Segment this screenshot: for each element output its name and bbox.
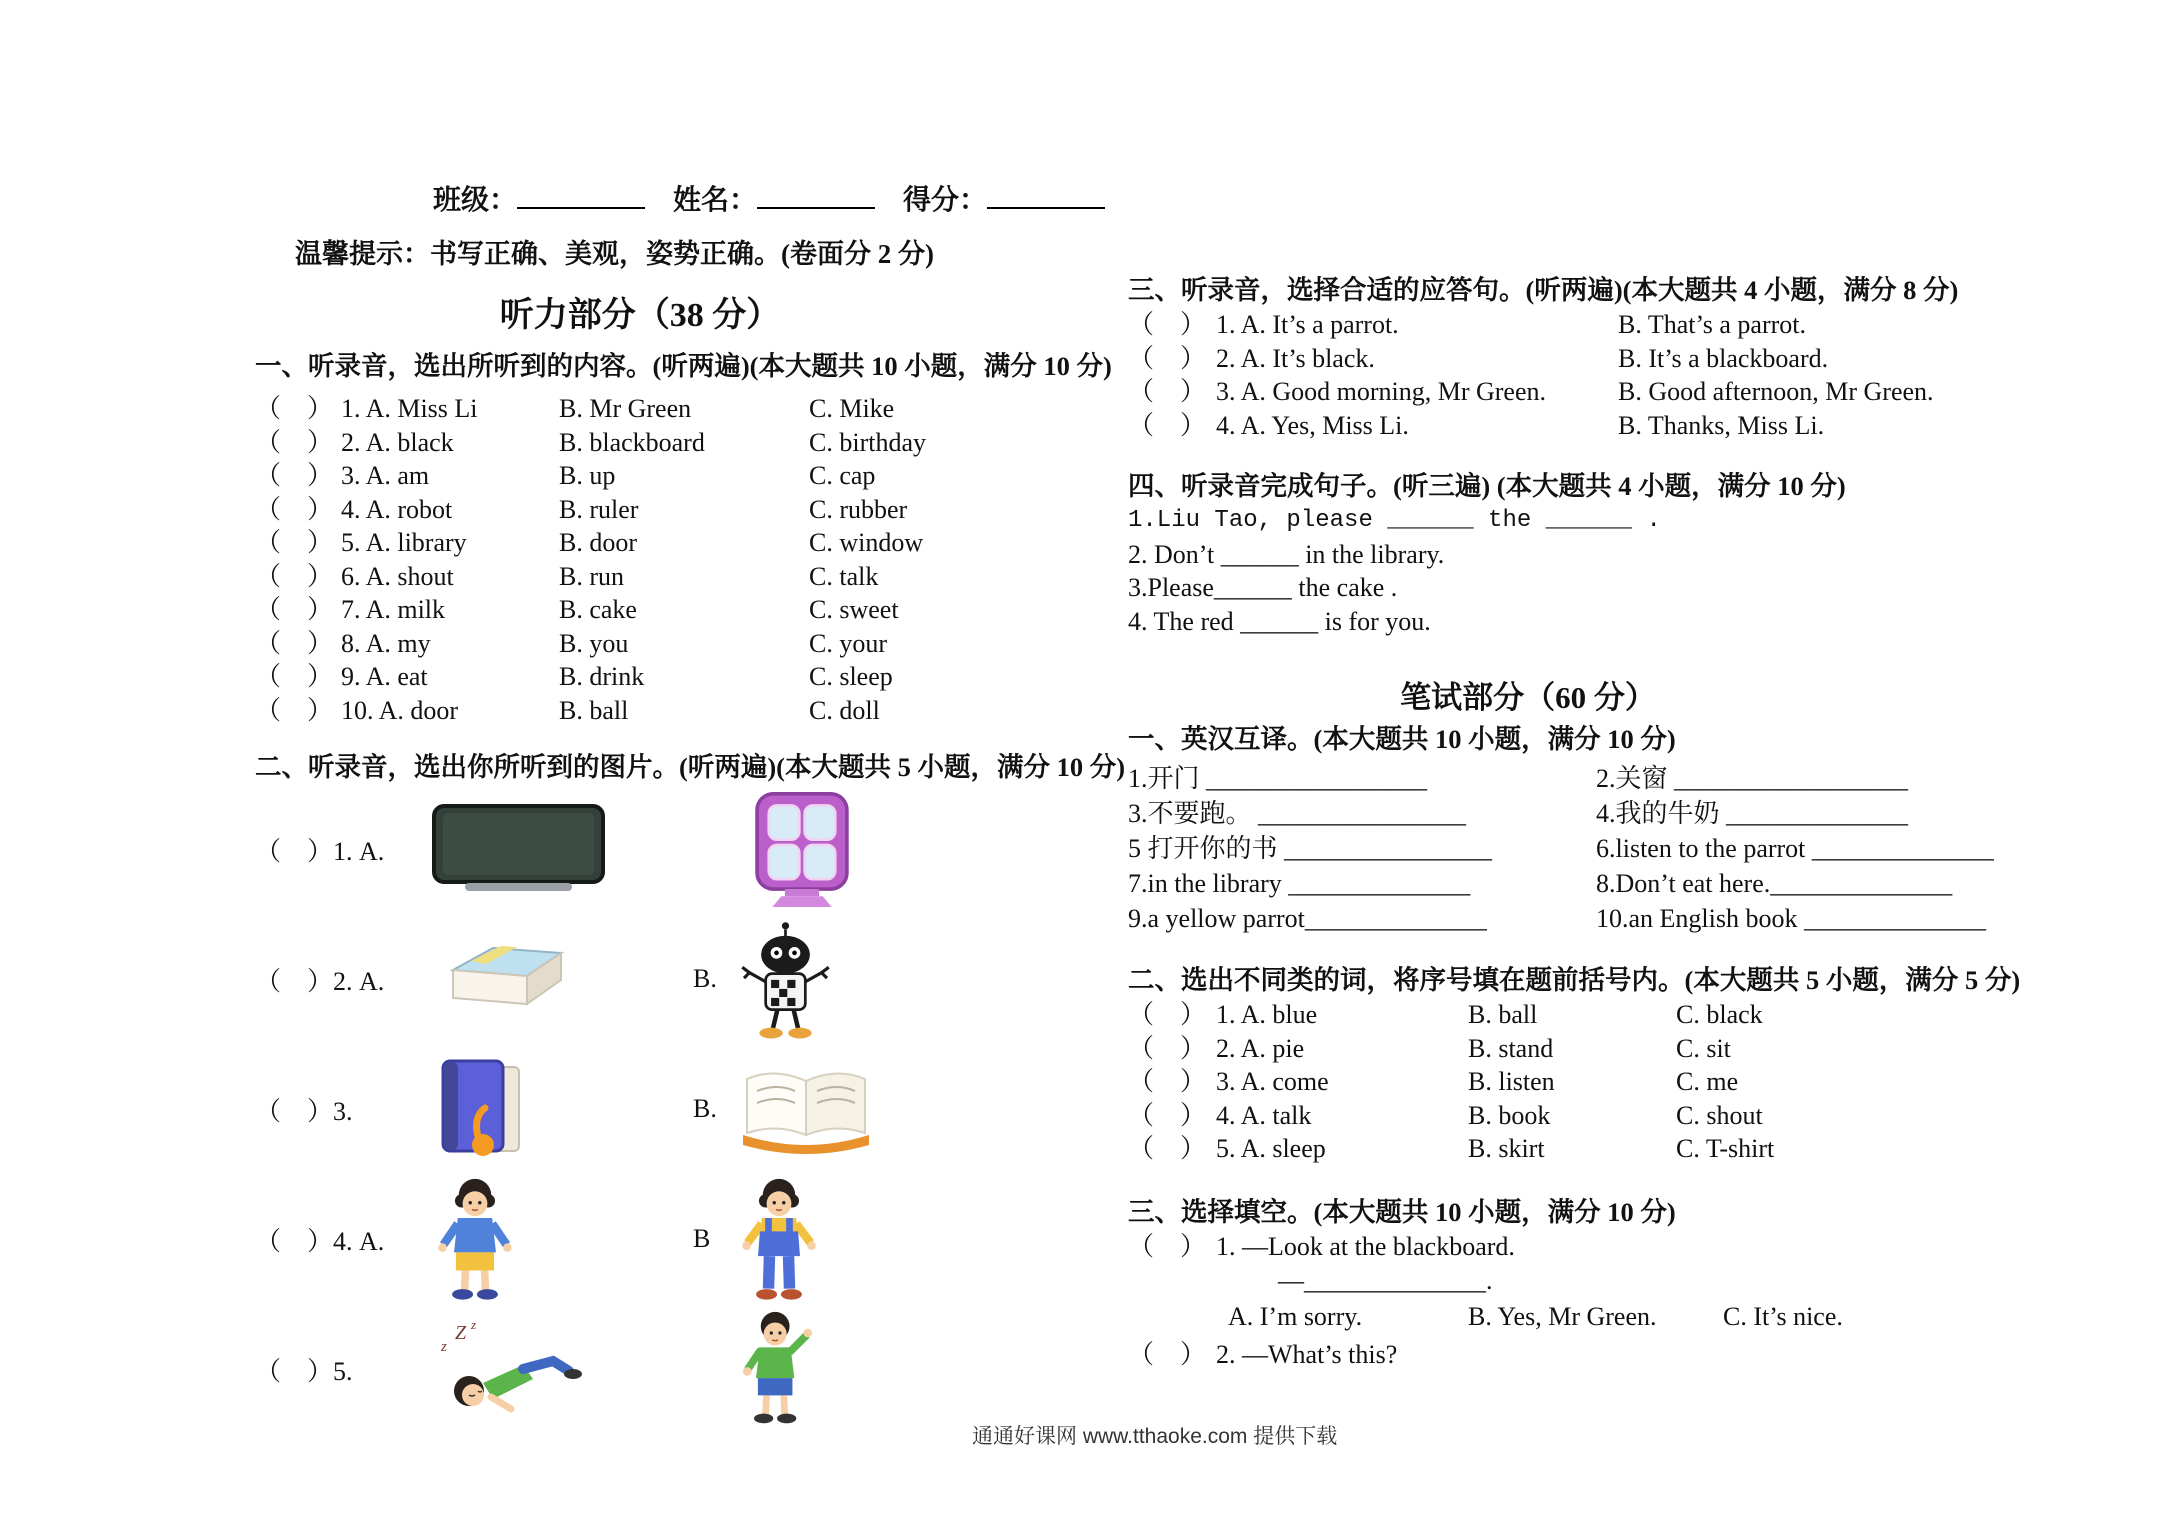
- translate-item-2: 2.关窗 __________________: [1596, 764, 1909, 793]
- student-info-line: [255, 178, 1105, 218]
- answer-bracket: （ ）: [1128, 1000, 1207, 1029]
- option-a: A. I’m sorry.: [1228, 1301, 1363, 1331]
- class-label: 班级：: [433, 185, 518, 216]
- item-label-b: B.: [693, 964, 717, 993]
- listening-s2-heading: 二、听录音，选出你所听到的图片。(听两遍)(本大题共 5 小题，满分 10 分): [255, 752, 1126, 782]
- s1-row-7: [255, 593, 1105, 627]
- option-b: B. stand: [1468, 1033, 1554, 1063]
- option-b: B. That’s a parrot.: [1618, 310, 1806, 339]
- s1-row-10: [255, 694, 1105, 728]
- listening-s4-lines: [1128, 504, 2093, 638]
- written-w1-items: [1128, 761, 2093, 936]
- option-c: C. shout: [1676, 1100, 1763, 1130]
- option-b: B. Thanks, Miss Li.: [1618, 410, 1825, 440]
- option-b: B. Yes, Mr Green.: [1468, 1301, 1657, 1331]
- answer-bracket: （ ）: [1128, 1134, 1207, 1163]
- listening-s3-heading: 三、听录音，选择合适的应答句。(听两遍)(本大题共 4 小题，满分 8 分): [1128, 275, 1959, 305]
- answer-bracket: （ ）: [255, 695, 334, 725]
- option-a: 5. A. sleep: [1216, 1134, 1326, 1163]
- translate-item-8: 8.Don’t eat here.______________: [1596, 869, 1953, 898]
- option-a: 4. A. Yes, Miss Li.: [1216, 410, 1409, 440]
- translate-item-3: 3.不要跑。 ________________: [1128, 799, 1467, 828]
- option-a: 1. A. It’s a parrot.: [1216, 310, 1399, 339]
- translate-item-1: 1.开门 _________________: [1128, 764, 1428, 793]
- answer-bracket: （ ）: [1128, 1231, 1207, 1261]
- option-a: 1. A. Miss Li: [341, 394, 478, 423]
- blackboard-image: [431, 803, 606, 895]
- written-w1-heading: 一、英汉互译。(本大题共 10 小题，满分 10 分): [1128, 724, 1676, 754]
- translate-item-5: 5 打开你的书 ________________: [1128, 834, 1493, 863]
- s3-row-1: [1128, 308, 2093, 342]
- s3-row-3: [1128, 375, 2093, 409]
- answer-bracket: （ ）: [1128, 310, 1207, 339]
- option-c: C. talk: [809, 561, 879, 591]
- option-c: C. me: [1676, 1067, 1739, 1096]
- option-a: 2. A. It’s black.: [1216, 343, 1375, 373]
- w2-row-4: [1128, 1099, 2093, 1133]
- option-b: B. cake: [559, 595, 637, 624]
- fill-blank-sentence-4: 4. The red ______ is for you.: [1128, 606, 1431, 636]
- answer-bracket: （ ）: [255, 1356, 334, 1386]
- listening-part-title: 听力部分（38 分）: [499, 297, 781, 334]
- s1-row-4: [255, 493, 1105, 527]
- book-image: [431, 1053, 531, 1165]
- right-column: [1128, 272, 2093, 1372]
- w2-row-2: [1128, 1032, 2093, 1066]
- answer-bracket: （ ）: [1128, 343, 1207, 373]
- option-a: 3. A. am: [341, 461, 430, 490]
- question-text: 2. —What’s this?: [1216, 1339, 1398, 1369]
- w3-q1-options: [1128, 1300, 2093, 1334]
- option-b: B. ball: [1468, 1000, 1538, 1029]
- svg-text:z: z: [441, 1338, 447, 1355]
- s3-row-2: [1128, 342, 2093, 376]
- svg-text:Z: Z: [455, 1321, 467, 1344]
- class-blank: [517, 179, 645, 209]
- option-a: 3. A. come: [1216, 1067, 1329, 1096]
- option-c: C. window: [809, 528, 924, 557]
- w3-q1-line2: —______________.: [1278, 1265, 1493, 1295]
- option-a: 7. A. milk: [341, 595, 446, 624]
- option-a: 9. A. eat: [341, 662, 428, 691]
- item-label: 4. A.: [333, 1226, 385, 1256]
- option-a: 3. A. Good morning, Mr Green.: [1216, 377, 1547, 406]
- listening-s1-rows: [255, 392, 1105, 727]
- s2-row-2: [255, 915, 1105, 1043]
- listening-s3-rows: [1128, 308, 2093, 442]
- question-text: 1. —Look at the blackboard.: [1216, 1231, 1515, 1261]
- item-label-b: B.: [693, 1094, 717, 1123]
- option-a: 6. A. shout: [341, 561, 454, 591]
- option-c: C. Mike: [809, 394, 895, 423]
- s2-row-4: [255, 1175, 1105, 1303]
- s1-row-2: [255, 426, 1105, 460]
- fill-blank-sentence-1: 1.Liu Tao, please ______ the ______ .: [1128, 507, 1661, 534]
- answer-bracket: （ ）: [255, 427, 334, 457]
- option-a: 2. A. pie: [1216, 1033, 1305, 1063]
- option-a: 4. A. robot: [341, 494, 453, 524]
- answer-bracket: （ ）: [255, 528, 334, 557]
- translate-item-10: 10.an English book ______________: [1596, 904, 1986, 933]
- written-w2-rows: [1128, 998, 2093, 1166]
- eraser-image: [431, 940, 571, 1018]
- option-c: C. sweet: [809, 595, 899, 624]
- answer-bracket: （ ）: [255, 662, 334, 691]
- option-b: B. Mr Green: [559, 394, 692, 423]
- answer-bracket: （ ）: [255, 461, 334, 490]
- boy-overalls-image: [735, 1176, 823, 1302]
- option-b: B. ball: [559, 695, 629, 725]
- item-label: 3.: [333, 1096, 353, 1126]
- option-c: C. sleep: [809, 662, 893, 691]
- option-a: 10. A. door: [341, 695, 458, 725]
- option-b: B. you: [559, 628, 629, 658]
- answer-bracket: （ ）: [1128, 1100, 1207, 1130]
- s1-row-3: [255, 459, 1105, 493]
- s1-row-6: [255, 560, 1105, 594]
- translate-item-6: 6.listen to the parrot ______________: [1596, 834, 1994, 863]
- w2-row-1: [1128, 998, 2093, 1032]
- written-w3-body: [1128, 1230, 2093, 1372]
- option-b: B. up: [559, 461, 616, 490]
- sleeping-boy-image: [431, 1317, 586, 1422]
- window-image: [749, 790, 855, 909]
- s2-row-5: [255, 1305, 1105, 1433]
- answer-bracket: （ ）: [255, 1096, 334, 1126]
- item-label-b: B: [693, 1224, 711, 1253]
- s1-row-1: [255, 392, 1105, 426]
- answer-bracket: （ ）: [255, 836, 334, 866]
- listening-s4-heading: 四、听录音完成句子。(听三遍) (本大题共 4 小题，满分 10 分): [1128, 471, 1846, 501]
- option-c: C. cap: [809, 461, 876, 490]
- fill-blank-sentence-3: 3.Please______ the cake .: [1128, 573, 1398, 602]
- svg-text:z: z: [471, 1316, 477, 1332]
- option-b: B. blackboard: [559, 427, 705, 457]
- boy-standing-image: [431, 1176, 519, 1302]
- answer-bracket: （ ）: [255, 966, 334, 996]
- option-a: 8. A. my: [341, 628, 431, 658]
- answer-bracket: （ ）: [1128, 1033, 1207, 1063]
- option-a: 5. A. library: [341, 528, 467, 557]
- item-label: 5.: [333, 1356, 353, 1386]
- option-a: 4. A. talk: [1216, 1100, 1312, 1130]
- w3-q2-line1: [1128, 1338, 2093, 1372]
- answer-bracket: （ ）: [255, 628, 334, 658]
- w2-row-3: [1128, 1065, 2093, 1099]
- name-label: 姓名：: [673, 185, 758, 216]
- option-b: B. It’s a blackboard.: [1618, 343, 1829, 373]
- s3-row-4: [1128, 409, 2093, 443]
- s1-row-8: [255, 627, 1105, 661]
- answer-bracket: （ ）: [255, 561, 334, 591]
- answer-bracket: （ ）: [1128, 377, 1207, 406]
- option-b: B. door: [559, 528, 637, 557]
- s1-row-9: [255, 660, 1105, 694]
- written-w3-heading: 三、选择填空。(本大题共 10 小题，满分 10 分): [1128, 1196, 1676, 1227]
- option-c: C. black: [1676, 1000, 1763, 1029]
- s1-row-5: [255, 526, 1105, 560]
- option-c: C. doll: [809, 695, 880, 725]
- open-book-image: [735, 1063, 877, 1155]
- answer-bracket: （ ）: [255, 494, 334, 524]
- left-column: [255, 178, 1126, 1435]
- option-b: B. listen: [1468, 1067, 1555, 1096]
- option-b: B. book: [1468, 1100, 1551, 1130]
- option-a: 1. A. blue: [1216, 1000, 1318, 1029]
- w3-q1-line1: [1128, 1230, 2093, 1264]
- option-c: C. T-shirt: [1676, 1134, 1775, 1163]
- s2-row-3: [255, 1045, 1105, 1173]
- option-a: 2. A. black: [341, 427, 454, 457]
- option-b: B. ruler: [559, 494, 639, 524]
- s2-row-1: [255, 785, 1105, 913]
- option-b: B. run: [559, 561, 624, 591]
- option-b: B. skirt: [1468, 1134, 1545, 1163]
- answer-bracket: （ ）: [1128, 1339, 1207, 1369]
- answer-bracket: （ ）: [255, 394, 334, 423]
- written-w2-heading: 二、选出不同类的词，将序号填在题前括号内。(本大题共 5 小题，满分 5 分): [1128, 965, 2021, 995]
- waving-boy-image: [735, 1309, 823, 1429]
- footer-credit: 通通好课网 www.tthaoke.com 提供下载: [972, 1425, 1338, 1448]
- option-c: C. your: [809, 628, 887, 658]
- translate-item-7: 7.in the library ______________: [1128, 869, 1471, 898]
- option-c: C. sit: [1676, 1033, 1731, 1063]
- name-blank: [757, 179, 875, 209]
- score-label: 得分：: [903, 185, 988, 216]
- answer-bracket: （ ）: [255, 595, 334, 624]
- option-c: C. birthday: [809, 427, 926, 457]
- answer-bracket: （ ）: [1128, 410, 1207, 440]
- fill-blank-sentence-2: 2. Don’t ______ in the library.: [1128, 539, 1445, 569]
- translate-item-9: 9.a yellow parrot______________: [1128, 904, 1487, 933]
- item-label: 1. A.: [333, 836, 385, 866]
- option-b: B. drink: [559, 662, 645, 691]
- option-c: C. It’s nice.: [1723, 1301, 1843, 1331]
- option-c: C. rubber: [809, 494, 908, 524]
- option-b: B. Good afternoon, Mr Green.: [1618, 377, 1934, 406]
- translate-item-4: 4.我的牛奶 ______________: [1596, 799, 1909, 828]
- w2-row-5: [1128, 1132, 2093, 1166]
- answer-bracket: （ ）: [255, 1226, 334, 1256]
- item-label: 2. A.: [333, 966, 385, 996]
- written-part-title: 笔试部分（60 分）: [1400, 680, 1656, 715]
- robot-image: [735, 915, 836, 1043]
- listening-s1-heading: 一、听录音，选出所听到的内容。(听两遍)(本大题共 10 小题，满分 10 分): [255, 351, 1112, 381]
- tips-line: 温馨提示：书写正确、美观，姿势正确。(卷面分 2 分): [295, 239, 934, 269]
- answer-bracket: （ ）: [1128, 1067, 1207, 1096]
- score-blank: [987, 179, 1105, 209]
